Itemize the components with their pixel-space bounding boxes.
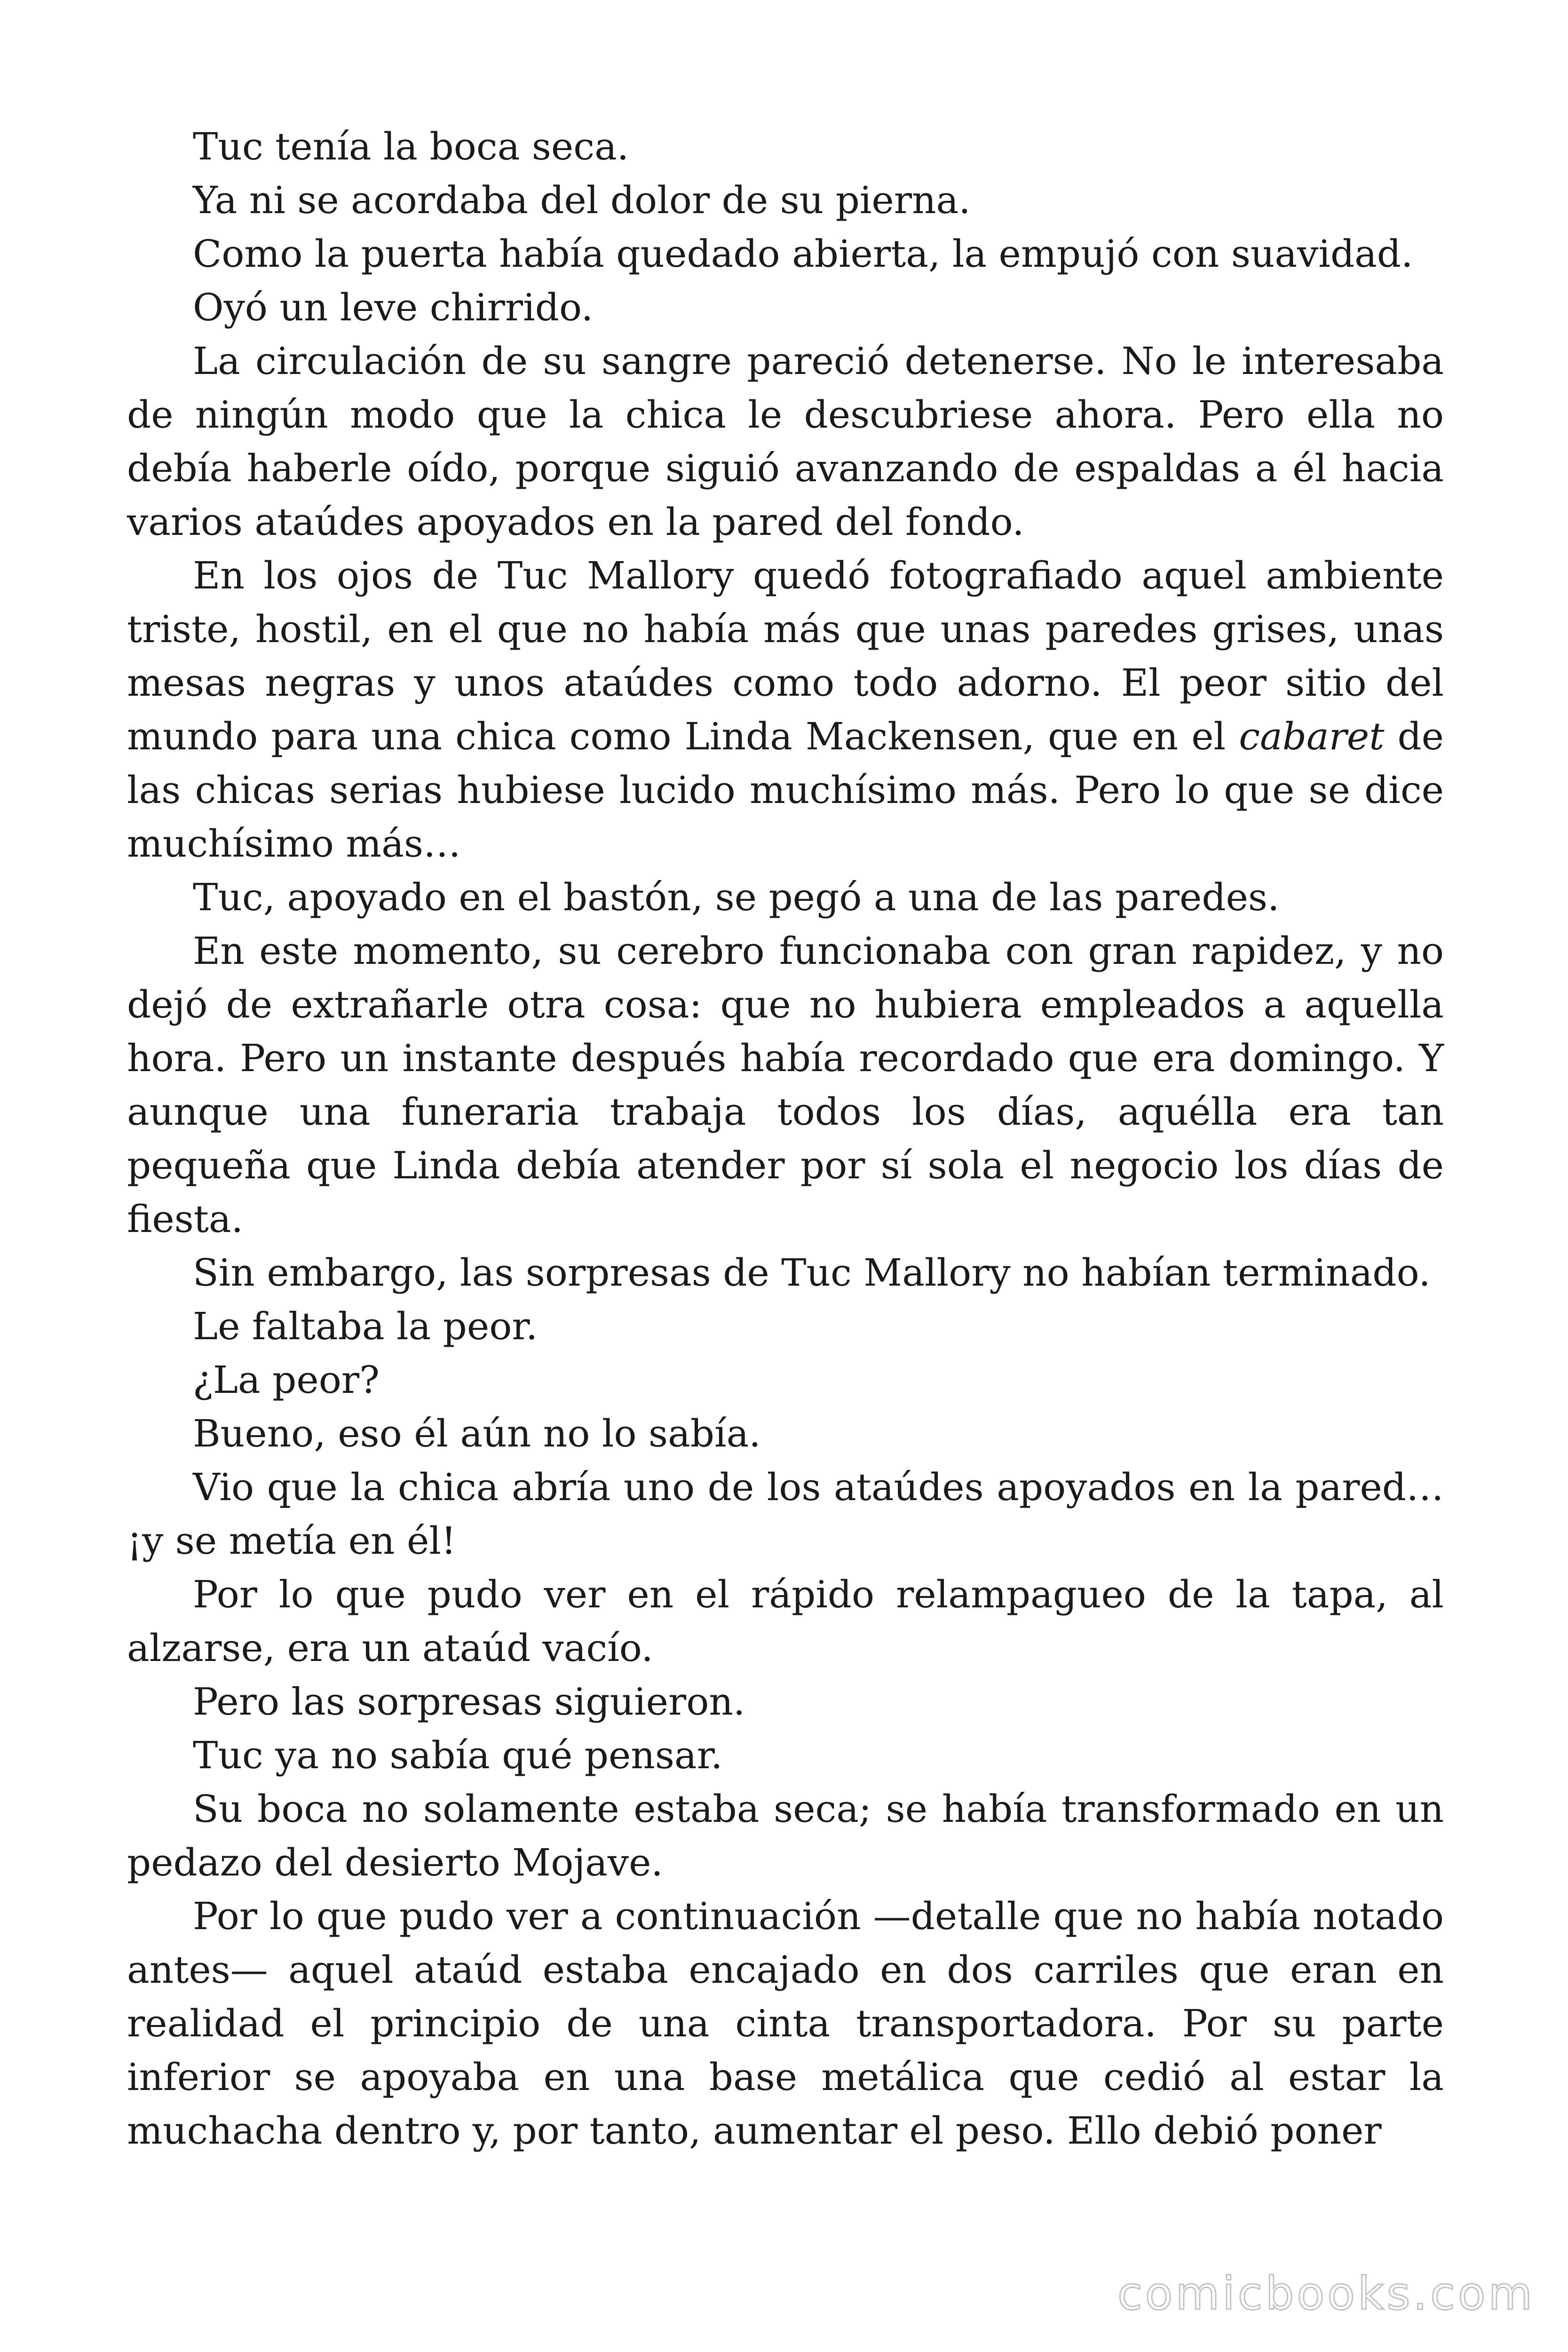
- paragraph: ¿La peor?: [193, 1358, 380, 1402]
- paragraph: Tuc ya no sabía qué pensar.: [193, 1733, 723, 1777]
- paragraph: Tuc tenía la boca seca.: [193, 125, 629, 168]
- paragraph: Por lo que pudo ver a continuación —detalle que no había notado antes— aquel ataúd estaba encajado en dos carriles que eran en realidad el principio de una cinta transportadora. Por su parte inferior se apoyaba en una base metálica que cedió al estar la muchacha dentro y, por tanto, aumentar el peso. Ello debió poner: [127, 1894, 1444, 2153]
- italic-word: cabaret: [1239, 715, 1385, 758]
- paragraph: [127, 549, 1444, 871]
- paragraph: Pero las sorpresas siguieron.: [193, 1680, 745, 1724]
- paragraph: Tuc, apoyado en el bastón, se pegó a una de las paredes.: [193, 875, 1280, 919]
- paragraph: Le faltaba la peor.: [193, 1304, 538, 1348]
- paragraph: Vio que la chica abría uno de los ataúdes apoyados en la pared… ¡y se metía en él!: [127, 1465, 1444, 1563]
- watermark: comicbooks.com: [1117, 2267, 1535, 2320]
- paragraph: Su boca no solamente estaba seca; se había transformado en un pedazo del desierto Mojave.: [127, 1787, 1444, 1884]
- paragraph: Oyó un leve chirrido.: [193, 286, 594, 329]
- paragraph: Ya ni se acordaba del dolor de su pierna.: [193, 178, 971, 222]
- paragraph: Como la puerta había quedado abierta, la empujó con suavidad.: [193, 232, 1413, 276]
- paragraph: La circulación de su sangre pareció detenerse. No le interesaba de ningún modo que la chica le descubriese ahora. Pero ella no debía haberle oído, porque siguió avanzando de espaldas a él hacia varios ataúdes apoyados en la pared del fondo.: [127, 339, 1444, 544]
- paragraph-text: En los ojos de Tuc Mallory quedó fotografiado aquel ambiente triste, hostil, en el que no había más que unas paredes grises, unas mesas negras y unos ataúdes como todo adorno. El peor sitio del mundo para una chica como Linda Mackensen, que en el: [127, 554, 1444, 758]
- paragraph: Bueno, eso él aún no lo sabía.: [193, 1412, 761, 1455]
- paragraph: Sin embargo, las sorpresas de Tuc Mallory no habían terminado.: [193, 1251, 1431, 1295]
- paragraph-text: de las chicas serias hubiese lucido muchísimo más. Pero lo que se dice muchísimo más…: [127, 715, 1444, 866]
- page-text: [127, 120, 1444, 2158]
- paragraph: En este momento, su cerebro funcionaba con gran rapidez, y no dejó de extrañarle otra cosa: que no hubiera empleados a aquella hora. Pero un instante después había recordado que era domingo. Y aunque una funeraria trabaja todos los días, aquélla era tan pequeña que Linda debía atender por sí sola el negocio los días de fiesta.: [127, 929, 1444, 1241]
- paragraph: Por lo que pudo ver en el rápido relampagueo de la tapa, al alzarse, era un ataúd vacío.: [127, 1573, 1444, 1670]
